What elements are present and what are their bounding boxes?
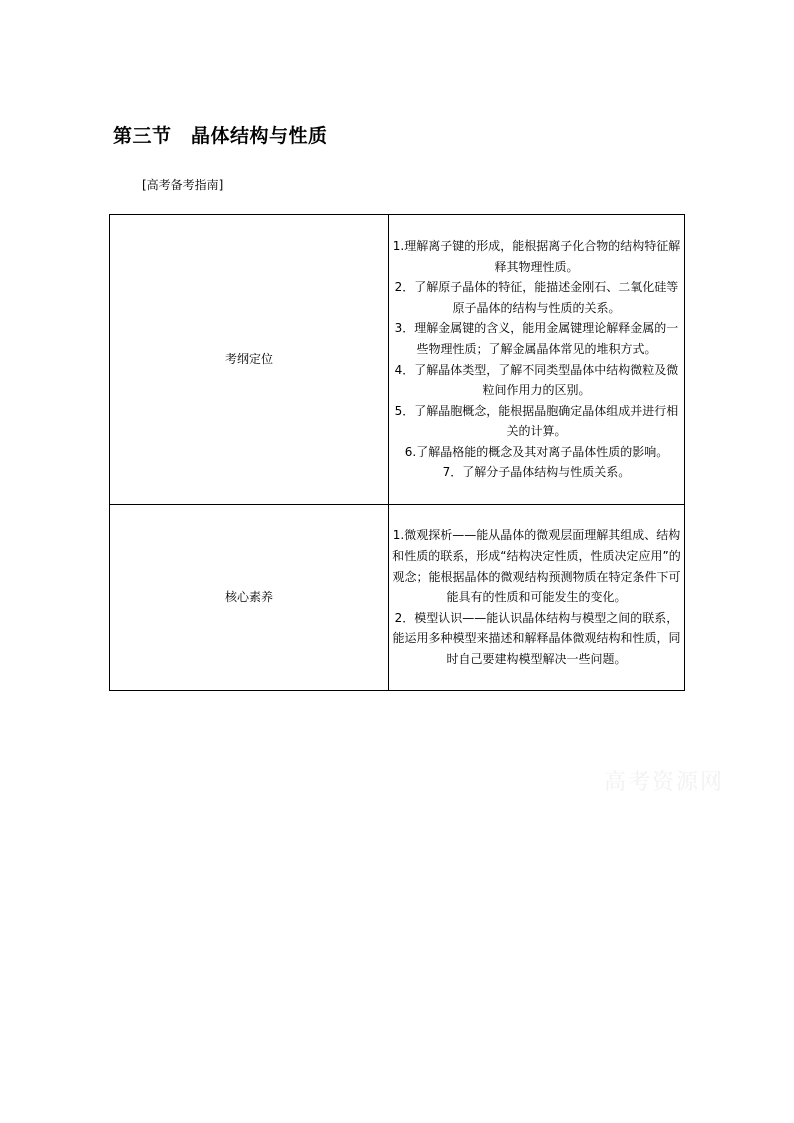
exam-guide-table: [109, 214, 685, 691]
table-row: [110, 505, 685, 691]
section-subtitle: [高考备考指南]: [142, 178, 224, 192]
list-item: 7．了解分子晶体结构与性质关系。: [442, 465, 631, 480]
row-content: [389, 215, 685, 505]
watermark: 高考资源网: [604, 770, 725, 795]
list-item: 3．理解金属键的含义，能用金属键理论解释金属的一些物理性质；了解金属晶体常见的堆积方式。: [394, 321, 679, 356]
list-item: 4．了解晶体类型，了解不同类型晶体中结构微粒及微粒间作用力的区别。: [394, 362, 679, 398]
page-title: 第三节 晶体结构与性质: [113, 125, 328, 147]
row-label: 核心素养: [110, 505, 389, 691]
list-item: 2．了解原子晶体的特征，能描述金刚石、二氧化硅等原子晶体的结构与性质的关系。: [394, 280, 679, 315]
table-row: [110, 215, 685, 505]
row-label: 考纲定位: [110, 215, 389, 505]
list-item: 1.微观探析——能从晶体的微观层面理解其组成、结构和性质的联系，形成“结构决定性质，性质决定应用”的观念；能根据晶体的微观结构预测物质在特定条件下可能具有的性质和可能发生的变化。: [392, 528, 681, 605]
list-item: 5．了解晶胞概念，能根据晶胞确定晶体组成并进行相关的计算。: [394, 403, 679, 439]
list-item: 1.理解离子键的形成，能根据离子化合物的结构特征解释其物理性质。: [392, 238, 681, 274]
list-item: 2．模型认识——能认识晶体结构与模型之间的联系，能运用多种模型来描述和解释晶体微观结构和性质，同时自己要建构模型解决一些问题。: [392, 610, 681, 666]
list-item: 6.了解晶格能的概念及其对离子晶体性质的影响。: [404, 444, 669, 459]
row-content: [389, 505, 685, 691]
